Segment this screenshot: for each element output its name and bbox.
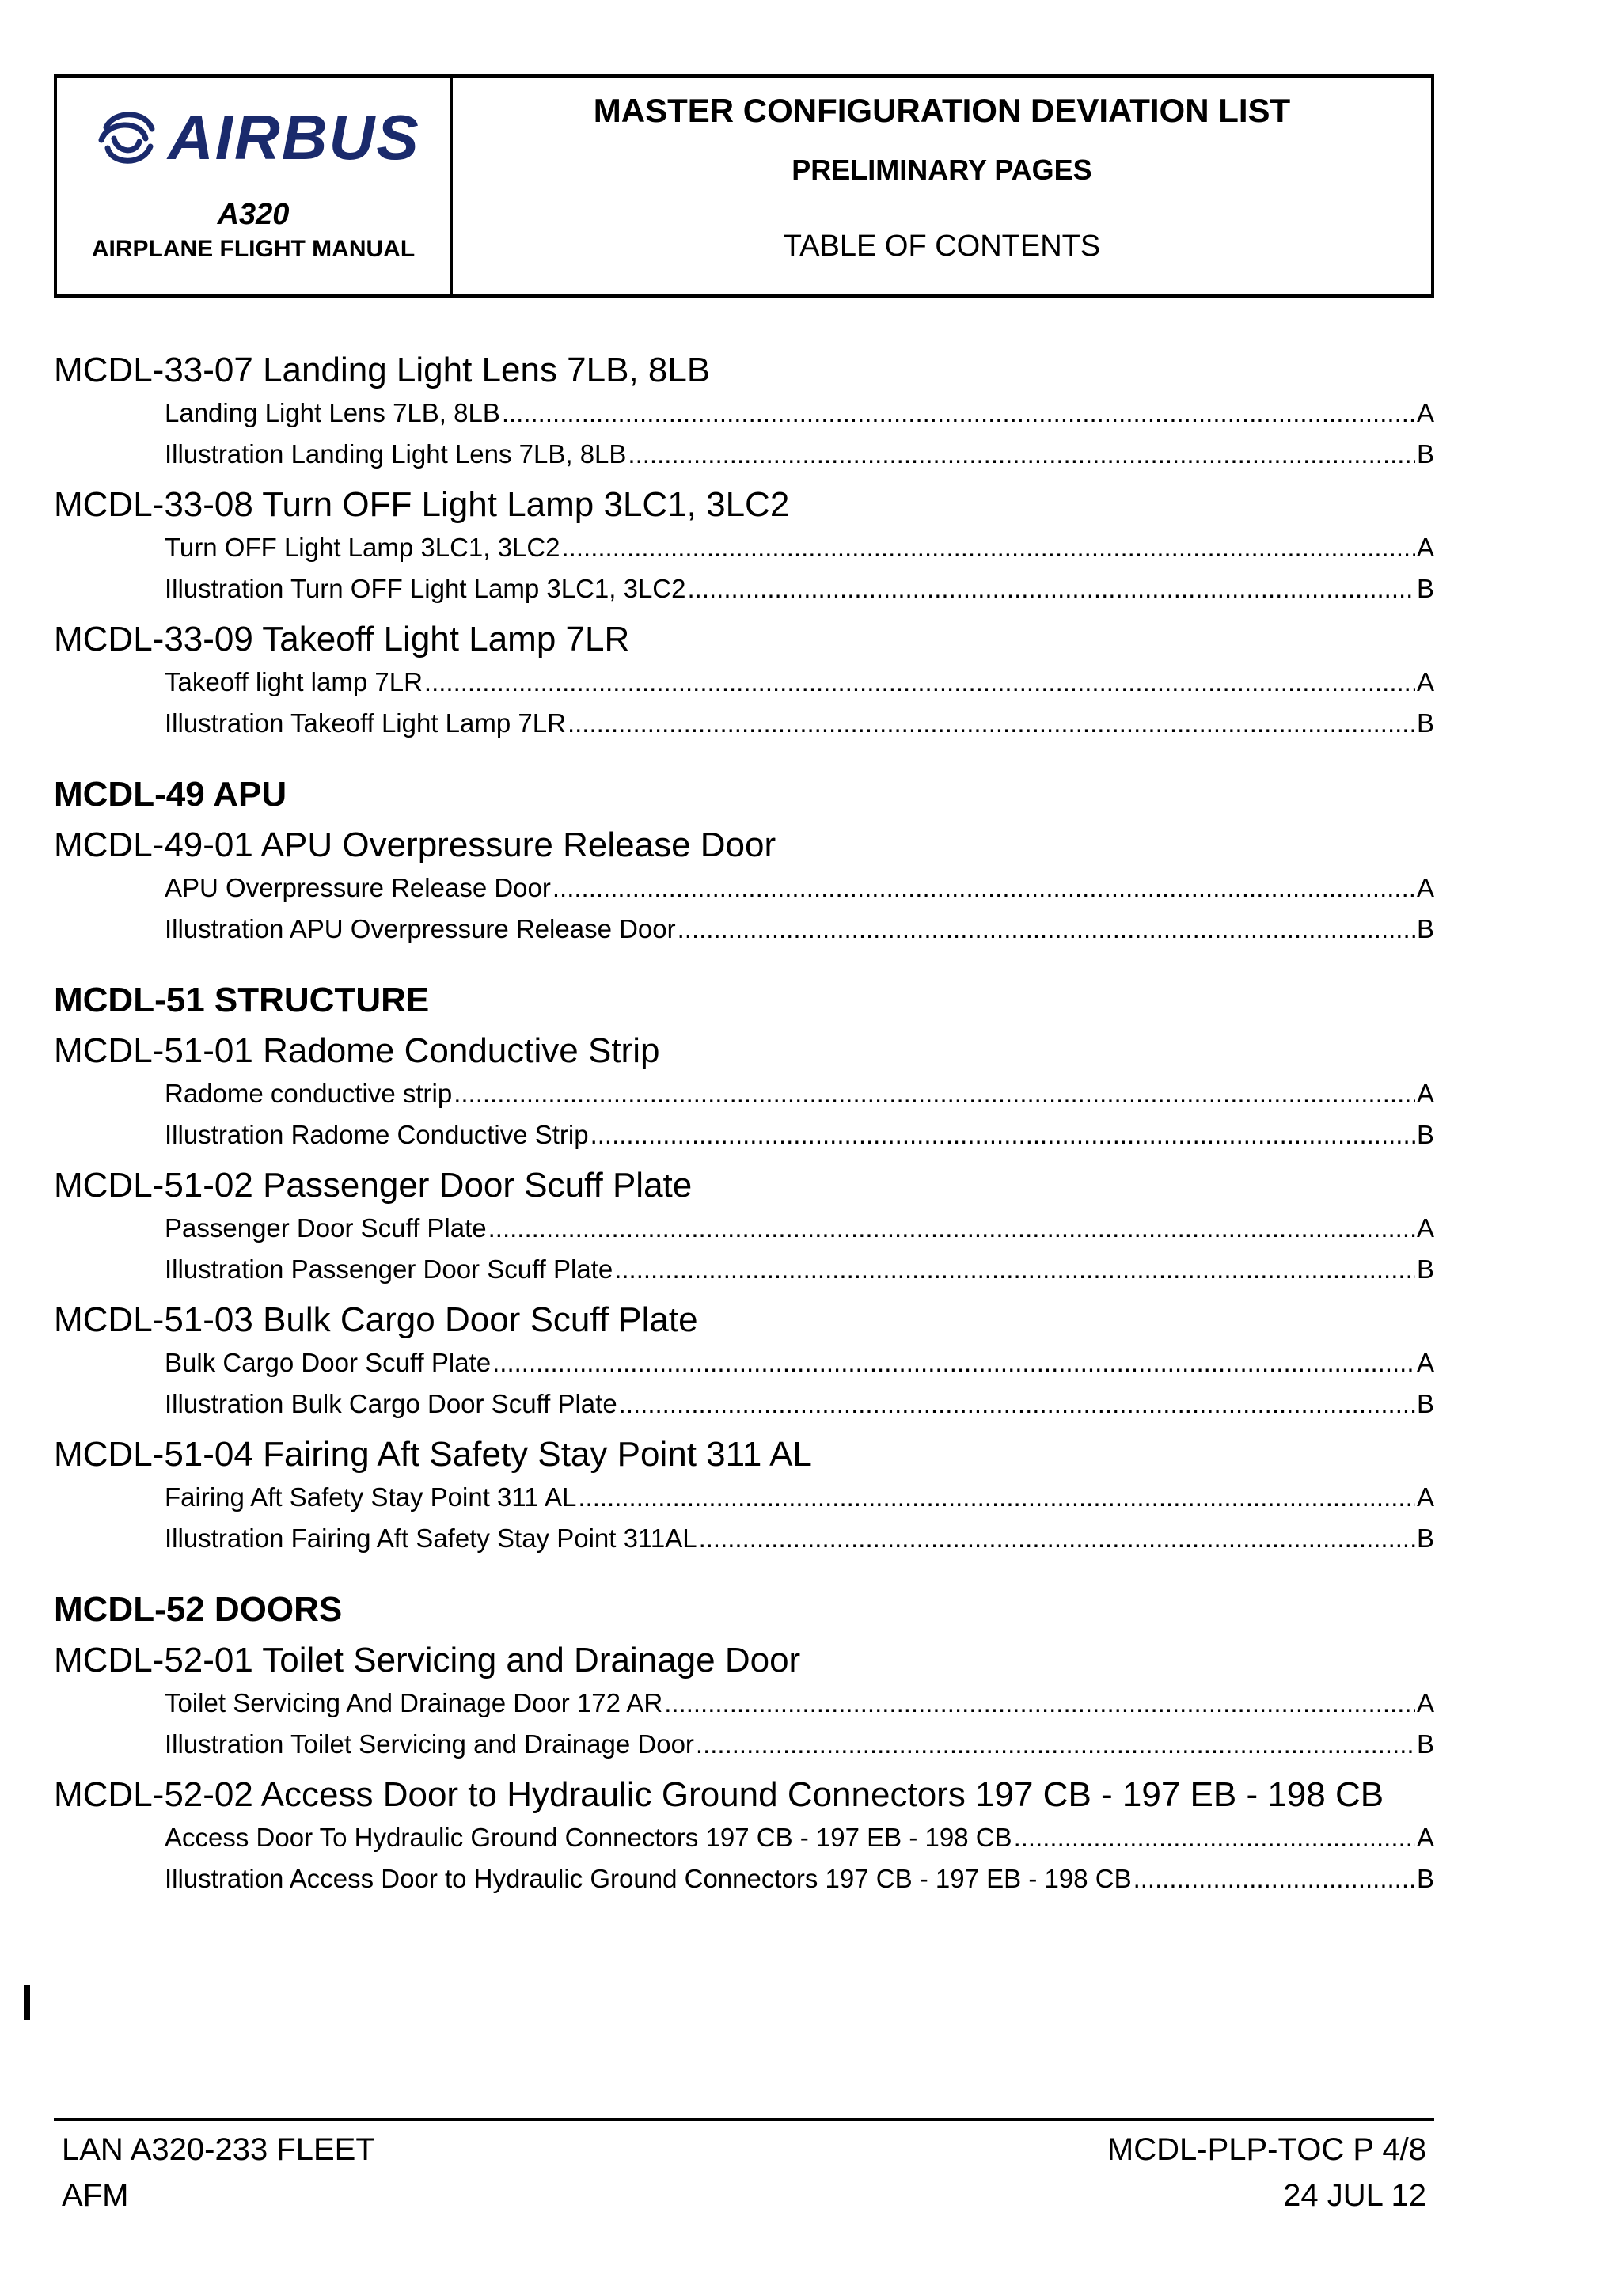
toc-page-ref: A <box>1416 873 1434 902</box>
toc-entry-title[interactable]: MCDL-52-01 Toilet Servicing and Drainage Door <box>54 1641 801 1679</box>
toc-dot-leader <box>562 527 1415 568</box>
toc-dot-leader <box>628 434 1415 475</box>
toc-page-ref: B <box>1416 1864 1434 1893</box>
toc-dot-leader <box>492 1342 1415 1383</box>
footer-fleet: LAN A320-233 FLEET <box>62 2132 375 2167</box>
toc-page-ref: A <box>1416 1213 1434 1243</box>
manual-name: AIRPLANE FLIGHT MANUAL <box>91 236 416 262</box>
toc-page-ref: A <box>1416 1079 1434 1108</box>
toc-page-ref: A <box>1416 1348 1434 1377</box>
toc-line[interactable] <box>165 1383 1434 1425</box>
toc-page-ref: B <box>1416 1120 1434 1149</box>
toc-line[interactable] <box>165 1073 1434 1114</box>
toc-line-text: APU Overpressure Release Door <box>165 873 551 902</box>
toc-entry-title[interactable]: MCDL-33-08 Turn OFF Light Lamp 3LC1, 3LC2 <box>54 485 790 524</box>
toc-line[interactable] <box>165 1342 1434 1383</box>
toc-line-text: Toilet Servicing And Drainage Door 172 AR <box>165 1688 663 1717</box>
toc-line[interactable] <box>165 909 1434 950</box>
toc-content <box>54 340 1434 1899</box>
toc-section-heading: MCDL-52 DOORS <box>54 1590 343 1629</box>
toc-line-text: Illustration Bulk Cargo Door Scuff Plate <box>165 1389 617 1418</box>
document-header <box>54 74 1434 298</box>
toc-line-text: Illustration Takeoff Light Lamp 7LR <box>165 708 566 738</box>
toc-entry-title[interactable]: MCDL-51-03 Bulk Cargo Door Scuff Plate <box>54 1300 698 1339</box>
toc-line-text: Illustration Turn OFF Light Lamp 3LC1, 3LC2 <box>165 574 686 603</box>
revision-change-bar <box>24 1985 30 2020</box>
footer-page-ref: MCDL-PLP-TOC P 4/8 <box>1107 2132 1426 2167</box>
toc-dot-leader <box>1133 1858 1415 1899</box>
toc-line[interactable] <box>165 1114 1434 1156</box>
airbus-logo-icon <box>90 104 163 172</box>
toc-line[interactable] <box>165 434 1434 475</box>
toc-line-text: Turn OFF Light Lamp 3LC1, 3LC2 <box>165 533 560 562</box>
toc-dot-leader <box>1014 1817 1415 1858</box>
toc-line[interactable] <box>165 1858 1434 1899</box>
footer-divider <box>54 2118 1434 2121</box>
toc-entry-title[interactable]: MCDL-33-07 Landing Light Lens 7LB, 8LB <box>54 351 711 389</box>
toc-section-heading: MCDL-51 STRUCTURE <box>54 981 430 1019</box>
footer-date: 24 JUL 12 <box>1283 2178 1426 2213</box>
toc-line[interactable] <box>165 1477 1434 1518</box>
toc-line-text: Illustration Passenger Door Scuff Plate <box>165 1254 613 1284</box>
toc-line-text: Illustration Access Door to Hydraulic Ground Connectors 197 CB - 197 EB - 198 CB <box>165 1864 1132 1893</box>
toc-line-text: Illustration Radome Conductive Strip <box>165 1120 589 1149</box>
toc-line-text: Bulk Cargo Door Scuff Plate <box>165 1348 492 1377</box>
toc-line-text: Fairing Aft Safety Stay Point 311 AL <box>165 1482 577 1512</box>
toc-page-ref: B <box>1416 914 1434 943</box>
toc-line-text: Illustration Toilet Servicing and Drainage Door <box>165 1729 694 1759</box>
toc-line[interactable] <box>165 1249 1434 1290</box>
toc-line[interactable] <box>165 1817 1434 1858</box>
toc-line[interactable] <box>165 1518 1434 1559</box>
toc-line-text: Illustration Landing Light Lens 7LB, 8LB <box>165 439 627 469</box>
aircraft-model: A320 <box>217 198 290 231</box>
toc-page-ref: B <box>1416 439 1434 469</box>
toc-page-ref: A <box>1416 667 1434 696</box>
toc-line[interactable] <box>165 1208 1434 1249</box>
toc-entry-title[interactable]: MCDL-33-09 Takeoff Light Lamp 7LR <box>54 620 630 658</box>
toc-dot-leader <box>688 568 1415 609</box>
toc-dot-leader <box>664 1683 1415 1724</box>
toc-entry-title[interactable]: MCDL-49-01 APU Overpressure Release Door <box>54 825 776 864</box>
toc-entry-title[interactable]: MCDL-51-02 Passenger Door Scuff Plate <box>54 1166 693 1205</box>
toc-line-text: Radome conductive strip <box>165 1079 453 1108</box>
toc-line-text: Takeoff light lamp 7LR <box>165 667 423 696</box>
toc-line-text: Illustration Fairing Aft Safety Stay Point 311AL <box>165 1524 697 1553</box>
toc-entry-title[interactable]: MCDL-51-04 Fairing Aft Safety Stay Point 311 AL <box>54 1435 812 1474</box>
toc-page-ref: A <box>1416 533 1434 562</box>
toc-page-ref: B <box>1416 708 1434 738</box>
toc-line-text: Landing Light Lens 7LB, 8LB <box>165 398 500 427</box>
document-subtitle: PRELIMINARY PAGES <box>792 154 1092 186</box>
header-title-panel <box>453 78 1431 294</box>
toc-page-ref: B <box>1416 1524 1434 1553</box>
toc-line[interactable] <box>165 662 1434 703</box>
toc-entry-title[interactable]: MCDL-51-01 Radome Conductive Strip <box>54 1031 660 1070</box>
toc-page-ref: A <box>1416 398 1434 427</box>
toc-page-ref: B <box>1416 1254 1434 1284</box>
toc-dot-leader <box>699 1518 1415 1559</box>
airbus-logo-text: AIRBUS <box>168 102 420 173</box>
toc-dot-leader <box>619 1383 1415 1425</box>
toc-line[interactable] <box>165 568 1434 609</box>
toc-dot-leader <box>424 662 1415 703</box>
toc-line[interactable] <box>165 867 1434 909</box>
document-title: MASTER CONFIGURATION DEVIATION LIST <box>593 92 1291 129</box>
toc-dot-leader <box>502 393 1415 434</box>
header-logo-panel <box>57 78 453 294</box>
toc-entry-title[interactable]: MCDL-52-02 Access Door to Hydraulic Ground Connectors 197 CB - 197 EB - 198 CB <box>54 1775 1384 1814</box>
toc-page-ref: B <box>1416 1389 1434 1418</box>
airbus-logo <box>90 101 420 174</box>
toc-line-text: Passenger Door Scuff Plate <box>165 1213 487 1243</box>
toc-line-text: Illustration APU Overpressure Release Door <box>165 914 676 943</box>
toc-dot-leader <box>614 1249 1415 1290</box>
toc-page-ref: B <box>1416 574 1434 603</box>
toc-line-text: Access Door To Hydraulic Ground Connectors 197 CB - 197 EB - 198 CB <box>165 1823 1012 1852</box>
toc-dot-leader <box>552 867 1415 909</box>
toc-dot-leader <box>696 1724 1415 1765</box>
toc-dot-leader <box>488 1208 1415 1249</box>
toc-dot-leader <box>590 1114 1415 1156</box>
toc-section-heading: MCDL-49 APU <box>54 775 287 814</box>
toc-dot-leader <box>454 1073 1415 1114</box>
toc-line[interactable] <box>165 1683 1434 1724</box>
toc-line[interactable] <box>165 527 1434 568</box>
toc-page-ref: A <box>1416 1823 1434 1852</box>
toc-line[interactable] <box>165 703 1434 744</box>
footer-manual-code: AFM <box>62 2178 129 2213</box>
toc-dot-leader <box>578 1477 1415 1518</box>
toc-line[interactable] <box>165 393 1434 434</box>
toc-page-ref: B <box>1416 1729 1434 1759</box>
document-section: TABLE OF CONTENTS <box>783 230 1101 263</box>
toc-line[interactable] <box>165 1724 1434 1765</box>
toc-dot-leader <box>678 909 1415 950</box>
toc-dot-leader <box>568 703 1415 744</box>
toc-page-ref: A <box>1416 1688 1434 1717</box>
toc-page-ref: A <box>1416 1482 1434 1512</box>
